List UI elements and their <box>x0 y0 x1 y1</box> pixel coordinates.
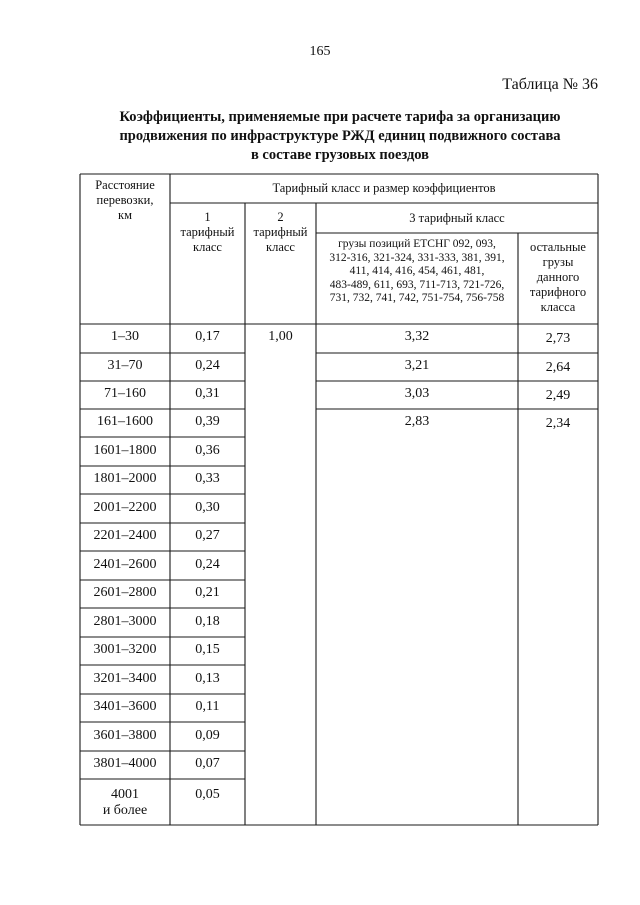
class-1-cell: 0,11 <box>195 699 220 714</box>
distance-cell: 3801–4000 <box>93 756 157 771</box>
class-1-cell: 0,31 <box>195 386 220 401</box>
class-1-cell: 0,36 <box>195 443 220 458</box>
header-line: 483-489, 611, 693, 711-713, 721-726, <box>329 278 505 291</box>
class-2-value: 1,00 <box>268 329 293 344</box>
table-label: Таблица № 36 <box>502 76 598 93</box>
distance-cell: 1601–1800 <box>93 443 157 458</box>
header-line: класса <box>540 300 576 314</box>
class-1-cell: 0,30 <box>195 500 220 515</box>
header-line: перевозки, <box>96 193 154 207</box>
distance-cell: 31–70 <box>107 358 143 373</box>
distance-cell: 3401–3600 <box>93 699 157 714</box>
header-line: тарифного <box>529 285 587 299</box>
distance-cell: 161–1600 <box>97 414 153 429</box>
header-line: остальные <box>530 240 586 254</box>
header-line: класс <box>193 240 222 254</box>
title-line: продвижения по инфраструктуре РЖД единиц подвижного состава <box>119 128 561 144</box>
class-1-cell: 0,13 <box>195 671 220 686</box>
title-line: в составе грузовых поездов <box>250 147 430 163</box>
class-3-positions-cell: 3,03 <box>404 386 430 401</box>
class-1-cell: 0,24 <box>195 557 220 572</box>
class-3-other-cell: 2,64 <box>545 360 571 375</box>
distance-cell: 71–160 <box>104 386 146 401</box>
header-class-2 <box>245 210 316 255</box>
distance-cell: 2401–2600 <box>93 557 157 572</box>
class-3-other-cell: 2,73 <box>545 331 571 346</box>
class-1-cell: 0,05 <box>195 787 220 802</box>
class-1-cell: 0,15 <box>195 642 220 657</box>
class-1-cell: 0,07 <box>195 756 220 771</box>
distance-cell: 3601–3800 <box>93 728 157 743</box>
header-line: данного <box>536 270 580 284</box>
header-line: 731, 732, 741, 742, 751-754, 756-758 <box>329 292 505 304</box>
header-class-3: 3 тарифный класс <box>409 211 505 225</box>
header-line: тарифный <box>180 225 235 239</box>
class-1-cell: 0,27 <box>195 528 220 543</box>
header-line: 411, 414, 416, 454, 461, 481, <box>349 265 485 277</box>
header-line: 1 <box>204 210 211 224</box>
class-1-cell: 0,18 <box>195 614 220 629</box>
header-line: тарифный <box>253 225 308 239</box>
distance-cell: 3001–3200 <box>93 642 157 657</box>
distance-cell <box>80 787 170 819</box>
header-class-3-positions <box>316 238 518 306</box>
class-3-positions-cell: 3,32 <box>404 329 430 344</box>
class-1-cell: 0,39 <box>195 414 220 429</box>
header-line: грузы <box>542 255 574 269</box>
class-1-cell: 0,24 <box>195 358 220 373</box>
distance-cell: 1801–2000 <box>93 471 157 486</box>
header-tariff-group: Тарифный класс и размер коэффициентов <box>272 181 496 195</box>
class-3-other-cell: 2,49 <box>545 388 571 403</box>
page-number: 165 <box>309 44 331 59</box>
distance-cell: 3201–3400 <box>93 671 157 686</box>
header-line: 2 <box>277 210 284 224</box>
distance-cell: 1–30 <box>111 329 139 344</box>
class-3-positions-cell: 2,83 <box>404 414 430 429</box>
distance-cell: 2601–2800 <box>93 585 157 600</box>
class-1-cell: 0,09 <box>195 728 220 743</box>
header-line: 312-316, 321-324, 331-333, 381, 391, <box>329 251 505 264</box>
distance-cell: 2201–2400 <box>93 528 157 543</box>
header-line: класс <box>266 240 295 254</box>
header-class-1 <box>170 210 245 255</box>
header-line: грузы позиций ЕТСНГ 092, 093, <box>338 238 496 250</box>
distance-line: и более <box>102 803 148 818</box>
class-1-cell: 0,21 <box>195 585 220 600</box>
distance-line: 4001 <box>111 787 139 802</box>
class-1-cell: 0,33 <box>195 471 220 486</box>
header-line: Расстояние <box>95 178 155 192</box>
header-distance <box>80 178 170 223</box>
distance-cell: 2001–2200 <box>93 500 157 515</box>
header-class-3-other <box>518 240 598 315</box>
class-3-positions-cell: 3,21 <box>404 358 430 373</box>
class-1-cell: 0,17 <box>195 329 220 344</box>
title-line: Коэффициенты, применяемые при расчете тарифа за организацию <box>119 109 561 125</box>
header-line: км <box>118 208 132 222</box>
class-3-other-cell: 2,34 <box>545 416 571 431</box>
distance-cell: 2801–3000 <box>93 614 157 629</box>
